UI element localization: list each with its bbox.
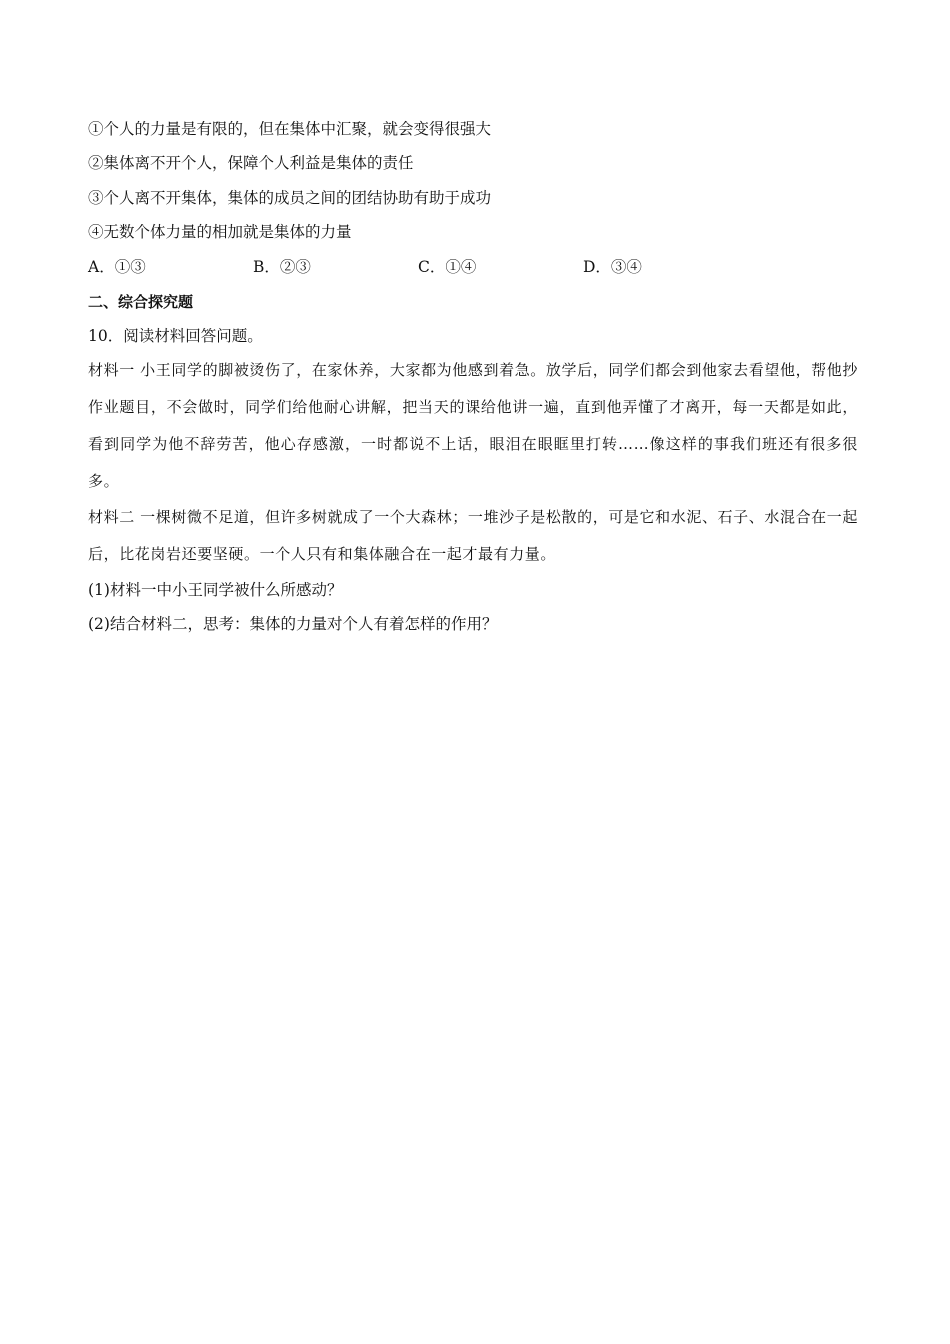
statement-3: ③个人离不开集体，集体的成员之间的团结协助有助于成功	[88, 189, 492, 207]
option-c: C．①④	[418, 258, 477, 276]
statement-2: ②集体离不开个人，保障个人利益是集体的责任	[88, 154, 414, 172]
answer-options	[88, 257, 848, 277]
section-title: 二、综合探究题	[88, 293, 194, 311]
material-two: 材料二 一棵树微不足道，但许多树就成了一个大森林；一堆沙子是松散的，可是它和水泥、石子、水混合在一起后，比花岗岩还要坚硬。一个人只有和集体融合在一起才最有力量。	[88, 508, 858, 563]
option-a: A．①③	[88, 258, 146, 276]
option-b: B．②③	[253, 258, 311, 276]
sub-question-2: (2)结合材料二，思考：集体的力量对个人有着怎样的作用？	[88, 615, 498, 633]
statement-1: ①个人的力量是有限的，但在集体中汇聚，就会变得很强大	[88, 120, 492, 138]
sub-question-1: (1)材料一中小王同学被什么所感动？	[88, 581, 343, 599]
statement-4: ④无数个体力量的相加就是集体的力量	[88, 223, 352, 241]
material-one: 材料一 小王同学的脚被烫伤了，在家休养，大家都为他感到着急。放学后，同学们都会到他家去看望他，帮他抄作业题目，不会做时，同学们给他耐心讲解，把当天的课给他讲一遍，直到他弄懂了才离开，每一天都是如此，看到同学为他不辞劳苦，他心存感激，一时都说不上话，眼泪在眼眶里打转……像这样的事我们班还有很多很多。	[88, 361, 858, 490]
option-d: D．③④	[583, 258, 642, 276]
question-intro: 10．阅读材料回答问题。	[88, 327, 263, 345]
